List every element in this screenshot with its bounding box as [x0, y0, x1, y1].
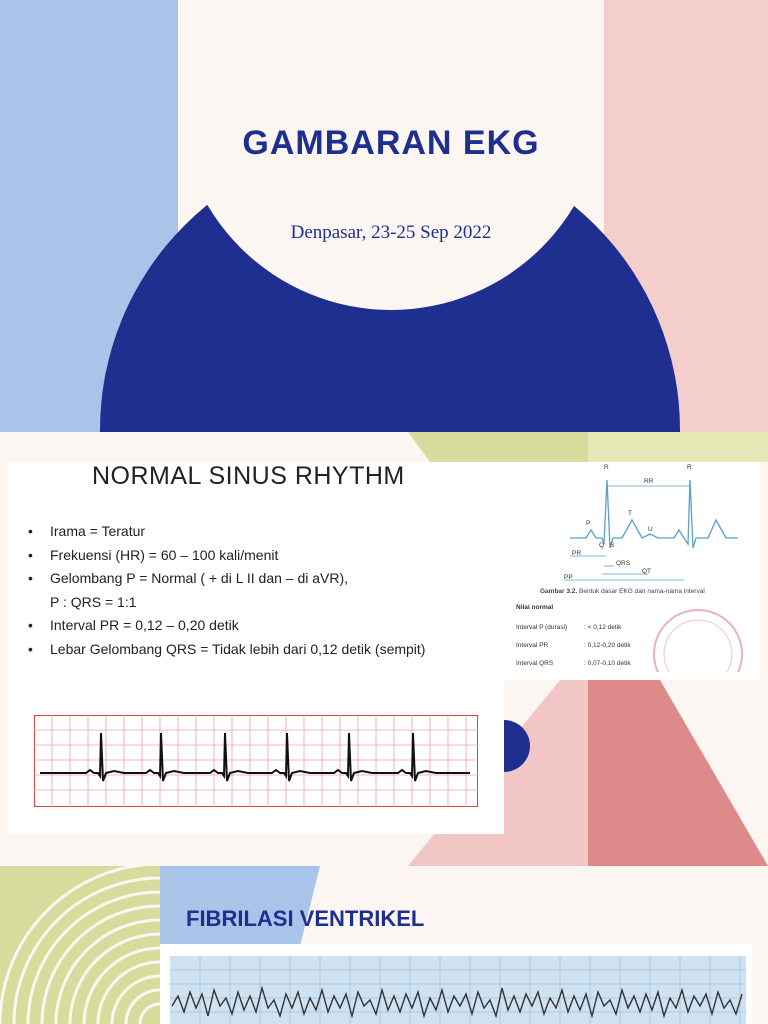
list-item: • Gelombang P = Normal ( + di L II dan – di aVR),	[28, 570, 349, 586]
label-r1: R	[604, 464, 609, 471]
normal-sinus-slide	[0, 432, 768, 866]
label-p: P	[586, 520, 591, 527]
vf-heading: FIBRILASI VENTRIKEL	[186, 906, 425, 931]
normal-row-name: Interval QRS	[516, 660, 554, 667]
list-item: • Frekuensi (HR) = 60 – 100 kali/menit	[28, 546, 279, 563]
slide-title: GAMBARAN EKG	[242, 124, 540, 162]
label-u: U	[648, 526, 653, 533]
ecg-interval-diagram	[498, 462, 760, 680]
normal-values-title: Nilai normal	[516, 604, 554, 611]
normal-row-name: Interval PR	[516, 642, 549, 649]
label-qrs: QRS	[616, 560, 631, 567]
watermark-seal	[648, 602, 748, 672]
list-item: • Irama = Teratur	[28, 523, 146, 539]
normal-row-name: Interval P (durasi)	[516, 624, 568, 631]
nsr-criteria-list	[28, 520, 425, 661]
label-s: S	[610, 542, 615, 549]
diagram-caption: Gambar 3.2. Bentuk dasar EKG dan nama-nama interval	[540, 588, 705, 595]
label-qt: QT	[642, 568, 652, 575]
label-q: Q	[599, 542, 605, 549]
list-item: • Interval PR = 0,12 – 0,20 detik	[28, 617, 239, 633]
list-item: • Lebar Gelombang QRS = Tidak lebih dari 0,12 detik (sempit)	[28, 640, 426, 657]
label-t: T	[628, 510, 632, 517]
list-item-continuation: P : QRS = 1:1	[50, 593, 137, 610]
nsr-heading: NORMAL SINUS RHYTHM	[92, 462, 405, 490]
vf-strip-bg	[170, 956, 746, 1024]
ecg-strip	[34, 715, 478, 807]
normal-row-value: : 0,12-0,20 detik	[584, 642, 631, 649]
label-r2: R	[687, 464, 692, 471]
slide-subtitle: Denpasar, 23-25 Sep 2022	[290, 222, 492, 243]
label-pr: PR	[572, 550, 582, 557]
label-pp: PP	[564, 574, 573, 581]
label-rr: RR	[644, 478, 654, 485]
slide3-decor	[0, 866, 768, 1024]
vf-slide	[0, 866, 768, 1024]
red-triangle	[588, 680, 768, 866]
top-olive-light	[588, 432, 768, 462]
normal-row-value: : < 0,12 detik	[584, 624, 622, 631]
title-slide	[0, 0, 768, 432]
normal-row-value: : 0,07-0,10 detik	[584, 660, 631, 667]
